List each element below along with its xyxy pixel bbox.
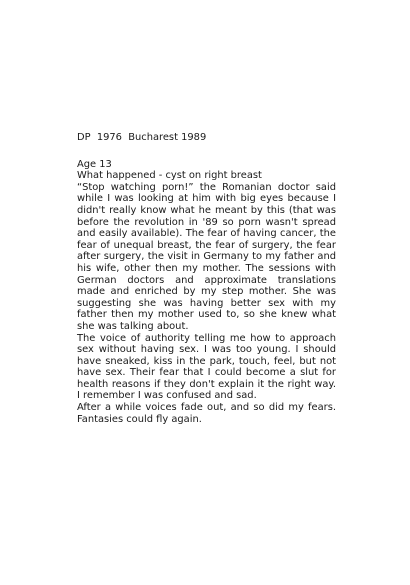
paragraph: The voice of authority telling me how to approach sex without having sex. I was too young. I should have sneaked, kiss in the park, touch, feel, but not have sex. Their fear that I could become a slut for health reasons if they don't explain it the right way. I remember I was confused and sad. bbox=[77, 332, 336, 402]
age-line: Age 13 bbox=[77, 158, 112, 170]
document-body bbox=[77, 132, 336, 425]
document-heading: DP 1976 Bucharest 1989 bbox=[77, 132, 207, 143]
paragraph: “Stop watching porn!” the Romanian doctor said while I was looking at him with big eyes because I didn't really know what he meant by this (that was before the revolution in '89 so porn wasn't spread and easily available). The fear of having cancer, the fear of unequal breast, the fear of surgery, the fear after surgery, the visit in Germany to my father and his wife, other then my mother. The sessions with German doctors and approximate translations made and enriched by my step mother. She was suggesting she was having better sex with my father then my mother used to, so she knew what she was talking about. bbox=[77, 181, 336, 332]
paragraph: After a while voices fade out, and so did my fears. Fantasies could fly again. bbox=[77, 402, 336, 425]
subject-line: What happened - cyst on right breast bbox=[77, 170, 262, 182]
